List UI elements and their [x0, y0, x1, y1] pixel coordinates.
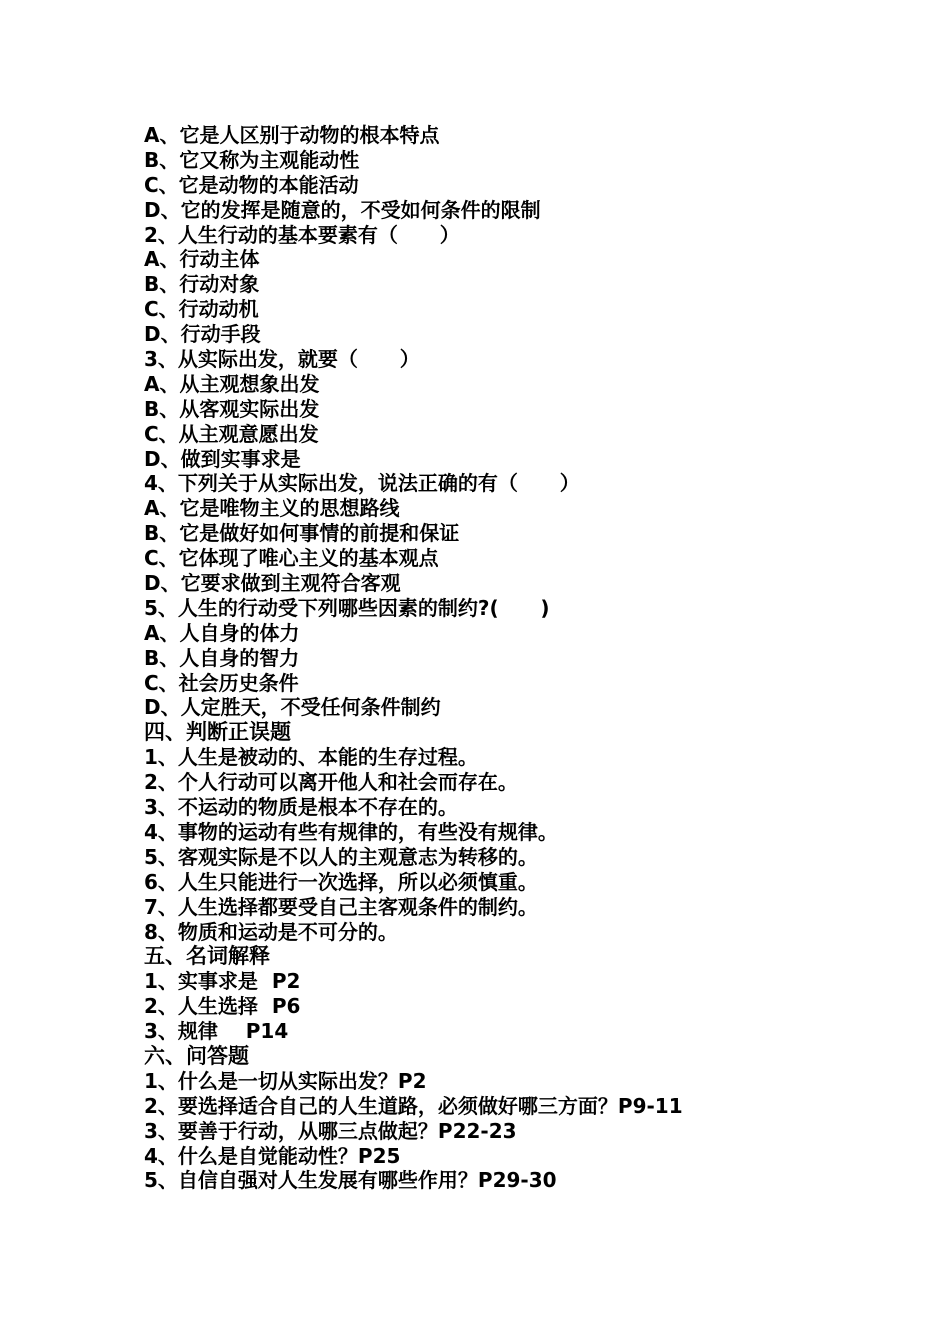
- document-page: [144, 123, 924, 1193]
- list-item: 6、人生只能进行一次选择，所以必须慎重。: [144, 869, 538, 894]
- list-item: 1、实事求是 P2: [144, 969, 301, 994]
- option-line: D、它的发挥是随意的，不受如何条件的限制: [144, 197, 541, 222]
- section-heading: 四、判断正误题: [144, 720, 291, 745]
- section-heading: 六、问答题: [144, 1043, 249, 1068]
- question-line: 5、人生的行动受下列哪些因素的制约?( ): [144, 595, 550, 620]
- list-item: 4、事物的运动有些有规律的，有些没有规律。: [144, 819, 558, 844]
- section-heading: 五、名词解释: [144, 944, 270, 969]
- question-line: 3、从实际出发，就要（ ）: [144, 347, 420, 372]
- option-line: A、人自身的体力: [144, 620, 300, 645]
- list-item: 8、物质和运动是不可分的。: [144, 919, 398, 944]
- option-line: C、从主观意愿出发: [144, 421, 319, 446]
- option-line: D、它要求做到主观符合客观: [144, 571, 401, 596]
- list-item: 5、客观实际是不以人的主观意志为转移的。: [144, 844, 538, 869]
- option-line: C、它体现了唯心主义的基本观点: [144, 546, 439, 571]
- option-line: A、行动主体: [144, 247, 260, 272]
- list-item: 2、人生选择 P6: [144, 994, 301, 1019]
- list-item: 1、什么是一切从实际出发？P2: [144, 1068, 427, 1093]
- option-line: D、人定胜天，不受任何条件制约: [144, 695, 441, 720]
- option-line: B、人自身的智力: [144, 645, 300, 670]
- list-item: 5、自信自强对人生发展有哪些作用？P29-30: [144, 1168, 557, 1193]
- list-item: 2、要选择适合自己的人生道路，必须做好哪三方面？P9-11: [144, 1093, 683, 1118]
- option-line: B、从客观实际出发: [144, 396, 320, 421]
- question-line: 2、人生行动的基本要素有（ ）: [144, 222, 460, 247]
- list-item: 1、人生是被动的、本能的生存过程。: [144, 745, 478, 770]
- option-line: B、它又称为主观能动性: [144, 147, 360, 172]
- option-line: C、行动动机: [144, 297, 259, 322]
- option-line: A、它是唯物主义的思想路线: [144, 496, 400, 521]
- option-line: B、行动对象: [144, 272, 260, 297]
- list-item: 3、规律 P14: [144, 1019, 289, 1044]
- option-line: A、它是人区别于动物的根本特点: [144, 123, 440, 147]
- option-line: B、它是做好如何事情的前提和保证: [144, 521, 460, 546]
- list-item: 7、人生选择都要受自己主客观条件的制约。: [144, 894, 538, 919]
- option-line: C、它是动物的本能活动: [144, 172, 359, 197]
- list-item: 2、个人行动可以离开他人和社会而存在。: [144, 770, 518, 795]
- option-line: A、从主观想象出发: [144, 371, 320, 396]
- option-line: C、社会历史条件: [144, 670, 299, 695]
- list-item: 3、要善于行动，从哪三点做起？P22-23: [144, 1118, 517, 1143]
- option-line: D、做到实事求是: [144, 446, 301, 471]
- list-item: 3、不运动的物质是根本不存在的。: [144, 795, 458, 820]
- option-line: D、行动手段: [144, 322, 261, 347]
- question-line: 4、下列关于从实际出发，说法正确的有（ ）: [144, 471, 580, 496]
- list-item: 4、什么是自觉能动性？P25: [144, 1143, 401, 1168]
